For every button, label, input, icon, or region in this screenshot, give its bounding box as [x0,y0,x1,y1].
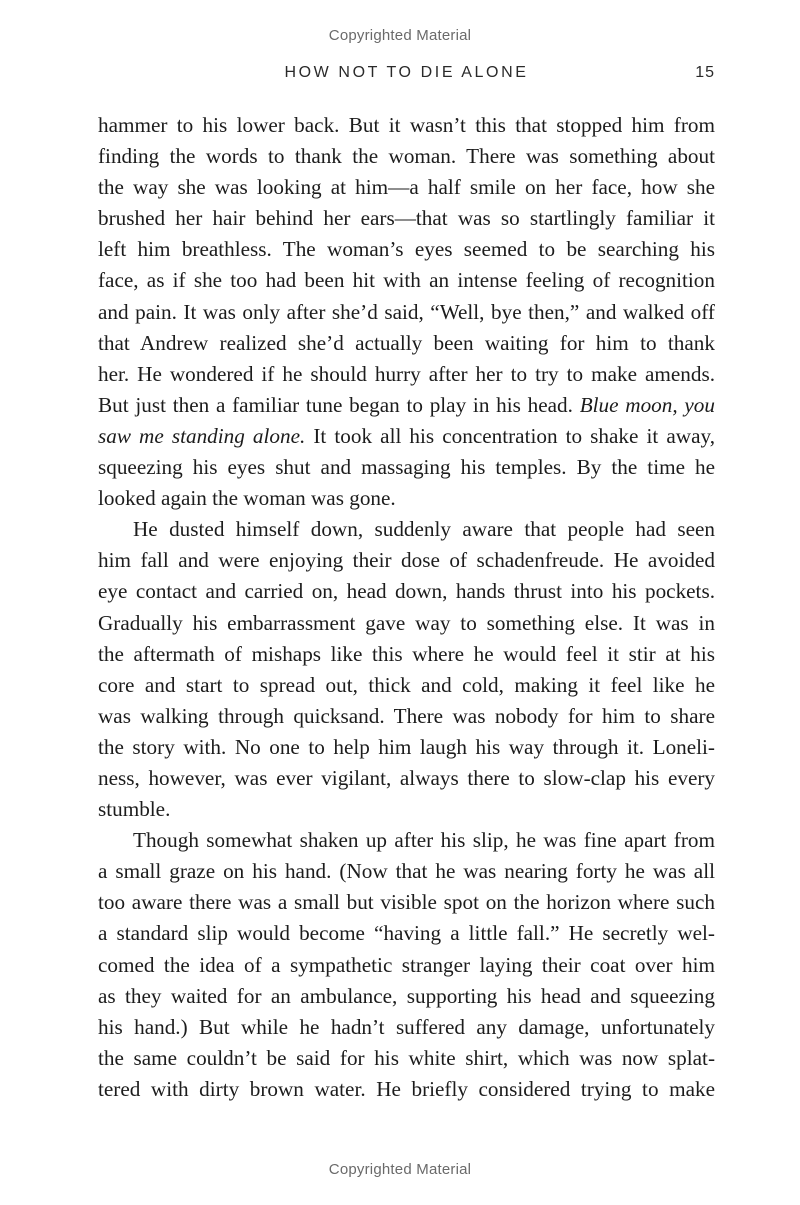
page-number: 15 [695,64,715,81]
running-head [98,62,715,86]
text-line: He dusted himself down, suddenly aware that people had seen [133,517,715,542]
text-line: his hand.) But while he hadn’t suffered any damage, unfortunately [98,1014,715,1039]
text-line: eye contact and carried on, head down, hands thrust into his pockets. [98,579,715,604]
text-line: the same couldn’t be said for his white shirt, which was now splat- [98,1045,715,1070]
text-line: stumble. [98,797,171,822]
text-line: a standard slip would become “having a little fall.” He secretly wel- [98,921,715,946]
text-line: Gradually his embarrassment gave way to something else. It was in [98,610,715,635]
text-line [98,421,715,452]
text-line: finding the words to thank the woman. There was something about [98,144,715,169]
running-title: HOW NOT TO DIE ALONE [284,64,529,81]
text-line: squeezing his eyes shut and massaging his temples. By the time he [98,455,715,480]
text-line [98,390,715,421]
text-line: left him breathless. The woman’s eyes seemed to be searching his [98,237,715,262]
paragraph-1 [98,110,715,514]
text-line: the aftermath of mishaps like this where he would feel it stir at his [98,641,715,666]
body-text [98,110,715,1105]
text-line: hammer to his lower back. But it wasn’t this that stopped him from [98,113,715,137]
text-line: comed the idea of a sympathetic stranger laying their coat over him [98,952,715,977]
italic-song-lyric: saw me standing alone. [98,423,306,448]
copyright-watermark-top: Copyrighted Material [328,27,472,44]
text-line: the story with. No one to help him laugh his way through it. Loneli- [98,734,715,759]
text-line: core and start to spread out, thick and cold, making it feel like he [98,672,715,697]
text-run: It took all his concentration to shake it away, [305,423,715,448]
text-line: too aware there was a small but visible spot on the horizon where such [98,890,715,915]
copyright-watermark-bottom: Copyrighted Material [328,1161,472,1178]
text-run: But just then a familiar tune began to play in his head. [98,392,580,417]
paragraph-3 [98,825,715,1105]
text-line: as they waited for an ambulance, supporting his head and squeezing [98,983,715,1008]
text-line: a small graze on his hand. (Now that he was nearing forty he was all [98,859,715,884]
text-line: was walking through quicksand. There was nobody for him to share [98,703,715,728]
text-line: Though somewhat shaken up after his slip, he was fine apart from [133,828,715,853]
text-line: the way she was looking at him—a half smile on her face, how she [98,175,715,200]
italic-song-lyric: Blue moon, you [579,392,715,417]
text-line: him fall and were enjoying their dose of schadenfreude. He avoided [98,548,715,573]
text-line: face, as if she too had been hit with an intense feeling of recognition [98,268,715,293]
paragraph-2 [98,514,715,825]
text-line: and pain. It was only after she’d said, “Well, bye then,” and walked off [98,299,715,324]
text-line: her. He wondered if he should hurry after her to try to make amends. [98,361,715,386]
text-line: brushed her hair behind her ears—that was so startlingly familiar it [98,206,715,231]
text-line: that Andrew realized she’d actually been waiting for him to thank [98,330,715,355]
text-line: ness, however, was ever vigilant, always there to slow-clap his every [98,765,715,790]
text-line: tered with dirty brown water. He briefly considered trying to make [98,1076,715,1101]
text-line: looked again the woman was gone. [98,486,396,511]
